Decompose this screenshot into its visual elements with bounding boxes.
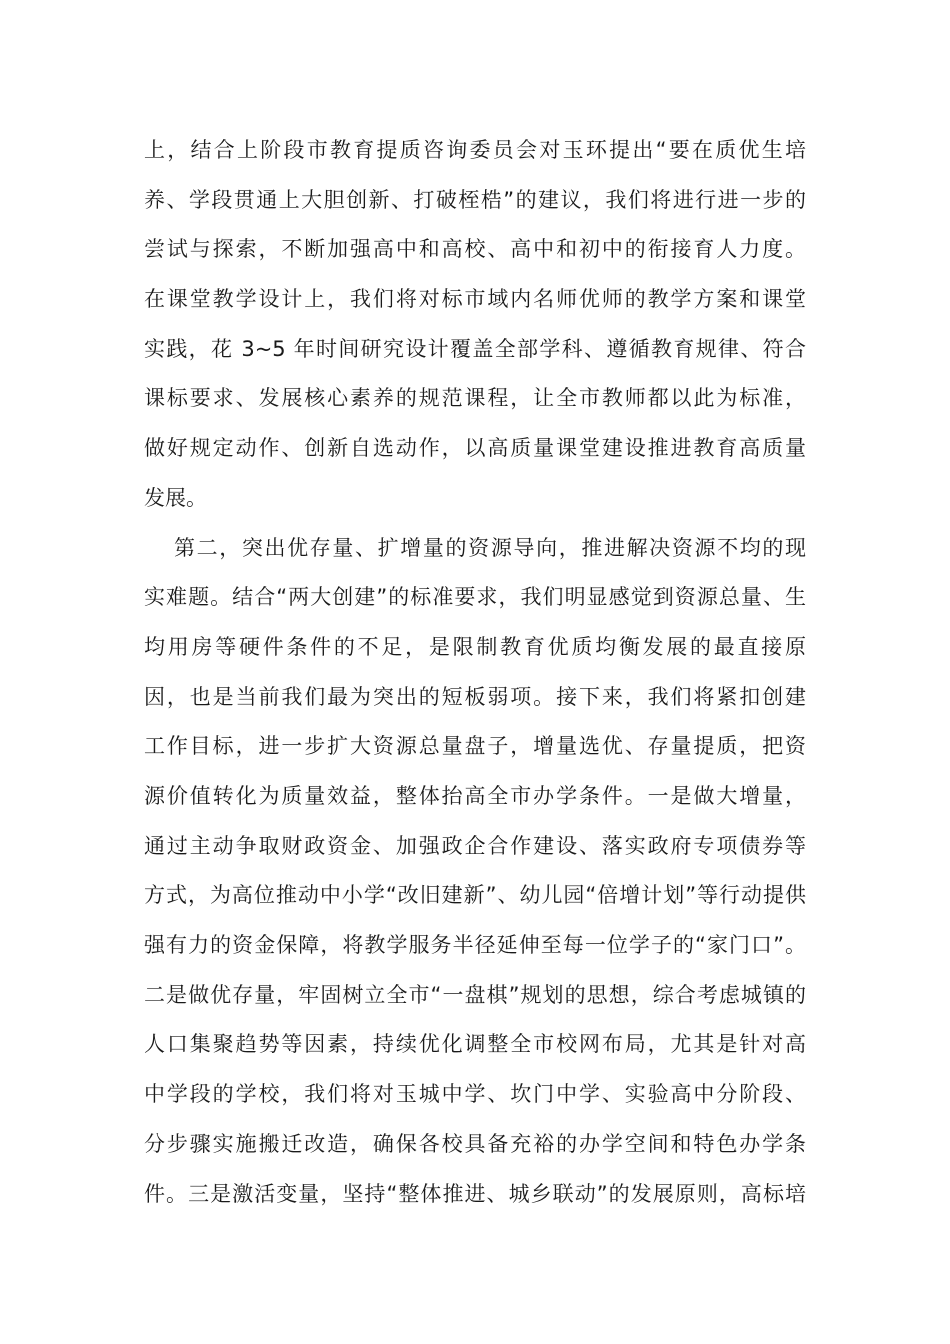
text-line: 件。三是激活变量，坚持“整体推进、城乡联动”的发展原则，高标培 [144, 1182, 806, 1206]
text-line: 均用房等硬件条件的不足，是限制教育优质均衡发展的最直接原 [144, 635, 806, 659]
text-line: 上，结合上阶段市教育提质咨询委员会对玉环提出“要在质优生培 [144, 138, 806, 162]
text-line: 课标要求、发展核心素养的规范课程，让全市教师都以此为标准， [144, 386, 806, 410]
text-line: 实践，花 3~5 年时间研究设计覆盖全部学科、遵循教育规律、符合 [144, 337, 806, 361]
text-line: 中学段的学校，我们将对玉城中学、坎门中学、实验高中分阶段、 [144, 1082, 806, 1106]
text-line: 在课堂教学设计上，我们将对标市域内名师优师的教学方案和课堂 [144, 287, 806, 311]
text-line: 第二，突出优存量、扩增量的资源导向，推进解决资源不均的现 [174, 536, 806, 560]
text-line: 二是做优存量，牢固树立全市“一盘棋”规划的思想，综合考虑城镇的 [144, 983, 806, 1007]
text-line: 实难题。结合“两大创建”的标准要求，我们明显感觉到资源总量、生 [144, 585, 806, 609]
text-line: 分步骤实施搬迁改造，确保各校具备充裕的办学空间和特色办学条 [144, 1132, 806, 1156]
text-line: 强有力的资金保障，将教学服务半径延伸至每一位学子的“家门口”。 [144, 933, 806, 957]
text-line: 工作目标，进一步扩大资源总量盘子，增量选优、存量提质，把资 [144, 734, 806, 758]
text-line: 做好规定动作、创新自选动作，以高质量课堂建设推进教育高质量 [144, 436, 806, 460]
text-line: 养、学段贯通上大胆创新、打破桎梏”的建议，我们将进行进一步的 [144, 188, 806, 212]
text-line: 源价值转化为质量效益，整体抬高全市办学条件。一是做大增量， [144, 784, 806, 808]
text-line: 因，也是当前我们最为突出的短板弱项。接下来，我们将紧扣创建 [144, 685, 806, 709]
text-line: 方式，为高位推动中小学“改旧建新”、幼儿园“倍增计划”等行动提供 [144, 883, 806, 907]
text-line: 发展。 [144, 486, 207, 510]
text-line: 尝试与探索，不断加强高中和高校、高中和初中的衔接育人力度。 [144, 237, 806, 261]
text-line: 人口集聚趋势等因素，持续优化调整全市校网布局，尤其是针对高 [144, 1032, 806, 1056]
text-line: 通过主动争取财政资金、加强政企合作建设、落实政府专项债券等 [144, 834, 806, 858]
